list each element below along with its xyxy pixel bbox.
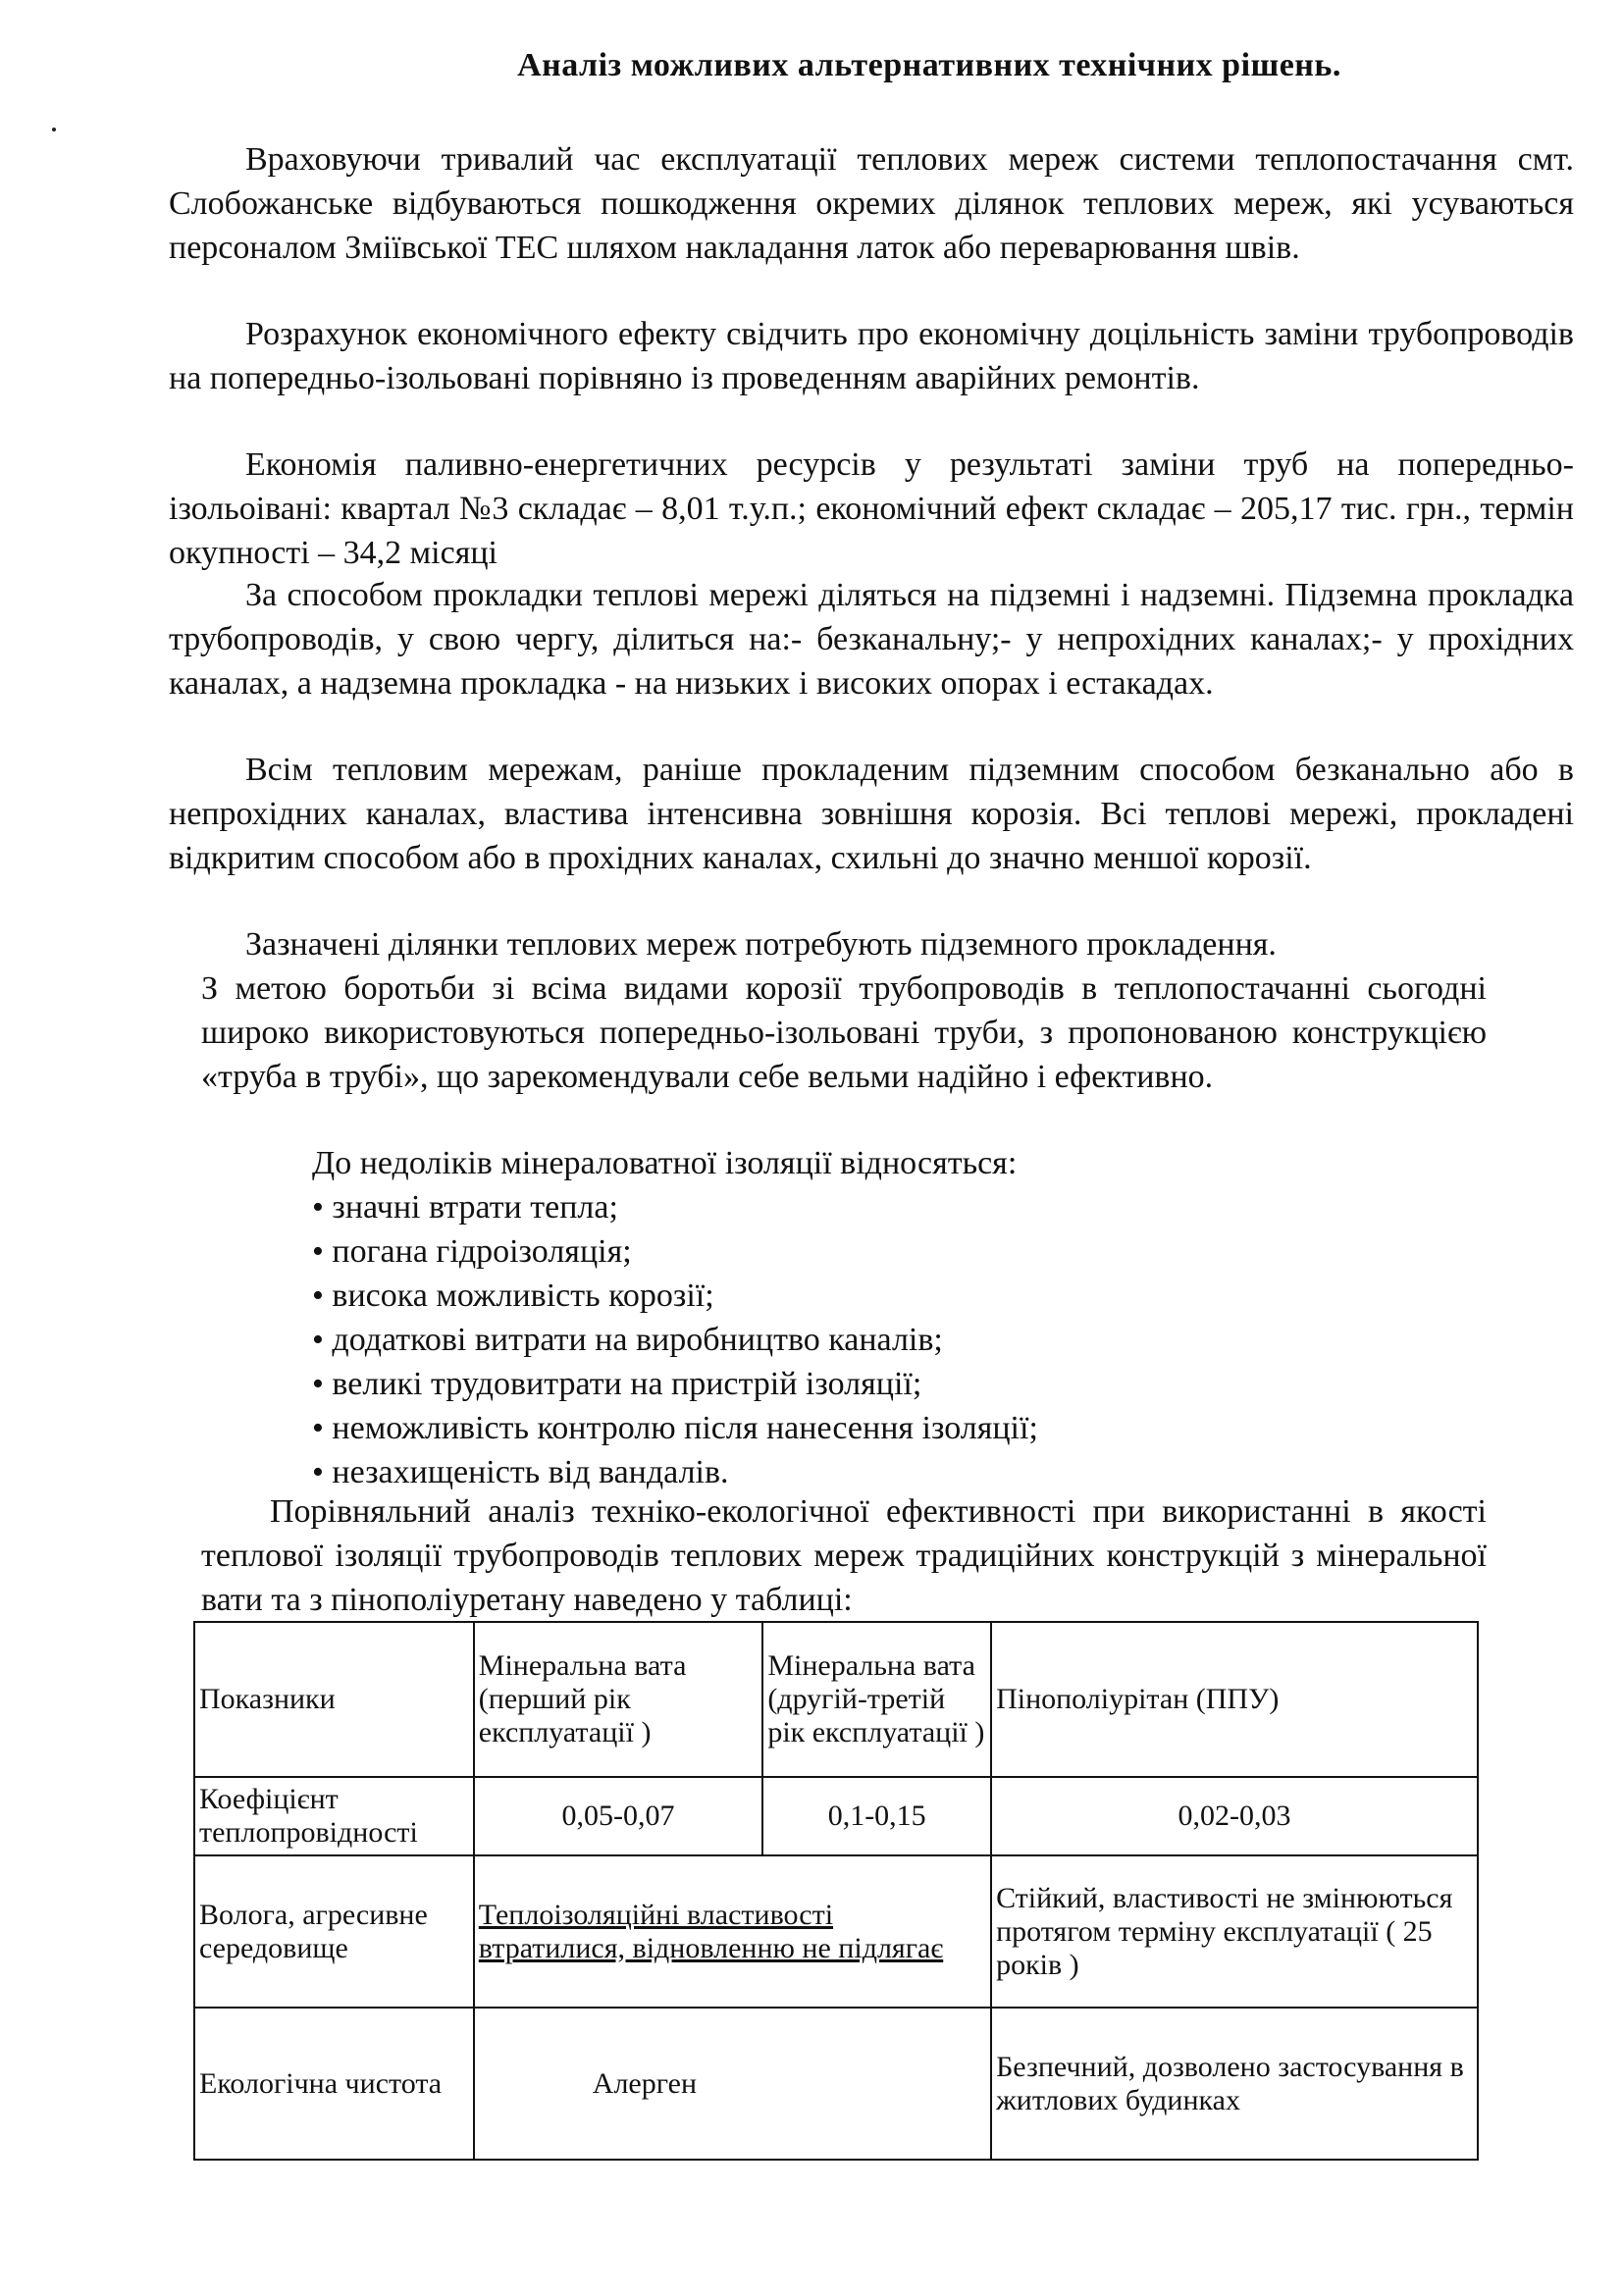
document-title: Аналіз можливих альтернативних технічних рішень.: [517, 47, 1341, 83]
header-cell: Пінополіурітан (ППУ): [991, 1622, 1478, 1777]
header-cell: Показники: [194, 1622, 474, 1777]
table-cell-merged: [474, 1855, 991, 2008]
paragraph-5: Всім тепловим мережам, раніше прокладеним підземним способом безканально або в непрохідних каналах, властива інтенсивна зовнішня корозія. Всі теплові мережі, прокладені відкритим способом або в прохідних каналах, схильні до значно меншої корозії.: [169, 752, 1574, 876]
paragraph-3: Економія паливно-енергетичних ресурсів у результаті заміни труб на попередньо-ізольоівані: квартал №3 складає – 8,01 т.у.п.; економічний ефект складає – 205,17 тис. грн., термін окупності – 34,2 місяці: [169, 446, 1574, 571]
list-item: • незахищеність від вандалів.: [312, 1454, 729, 1490]
paragraph-6: Зазначені ділянки теплових мереж потребують підземного прокладення.: [245, 926, 1277, 963]
list-item: • погана гідроізоляція;: [312, 1233, 632, 1270]
scan-dot: [52, 128, 56, 131]
table-cell: Стійкий, властивості не змінюються протягом терміну експлуатації ( 25 років ): [991, 1855, 1478, 2008]
table-cell: 0,05-0,07: [474, 1777, 763, 1855]
table-header-row: [194, 1622, 1478, 1777]
header-cell: Мінеральна вата (перший рік експлуатації ): [474, 1622, 763, 1777]
table-cell: Волога, агресивне середовище: [194, 1855, 474, 2008]
list-item: • значні втрати тепла;: [312, 1189, 618, 1226]
comparison-table: [193, 1621, 1479, 2161]
table-cell: Екологічна чистота: [194, 2008, 474, 2160]
list-item: • висока можливість корозії;: [312, 1278, 714, 1314]
table-cell: 0,02-0,03: [991, 1777, 1478, 1855]
table-cell-text: Теплоізоляційні властивості втратилися, відновленню не підлягає: [478, 1898, 944, 1964]
paragraph-2: Розрахунок економічного ефекту свідчить про економічну доцільність заміни трубопроводів на попередньо-ізольовані порівняно із проведенням аварійних ремонтів.: [169, 316, 1574, 396]
table-row: [194, 1777, 1478, 1855]
table-intro: Порівняльний аналіз техніко-екологічної ефективності при використанні в якості теплової ізоляції трубопроводів теплових мереж традиційних конструкцій з мінеральної вати та з пінополіуретану наведено у таблиці:: [201, 1493, 1487, 1618]
header-cell: Мінеральна вата (другій-третій рік експлуатації ): [762, 1622, 991, 1777]
list-intro: До недоліків мінераловатної ізоляції відносяться:: [312, 1145, 1018, 1181]
table-cell: Алерген: [474, 2008, 991, 2160]
paragraph-4: За способом прокладки теплові мережі діляться на підземні і надземні. Підземна прокладка трубопроводів, у свою чергу, ділиться на:- безканальну;- у непрохідних каналах;- у прохідних каналах, а надземна прокладка - на низьких і високих опорах і естакадах.: [169, 577, 1574, 702]
table-cell: Коефіцієнт теплопровідності: [194, 1777, 474, 1855]
table-cell: Безпечний, дозволено застосування в житлових будинках: [991, 2008, 1478, 2160]
paragraph-1: Враховуючи тривалий час експлуатації теплових мереж системи теплопостачання смт. Слобожанське відбуваються пошкодження окремих ділянок теплових мереж, які усуваються персоналом Зміївської ТЕС шляхом накладання латок або переварювання швів.: [169, 141, 1574, 266]
list-item: • додаткові витрати на виробництво каналів;: [312, 1322, 943, 1358]
paragraph-corrosion: З метою боротьби зі всіма видами корозії трубопроводів в теплопостачанні сьогодні широко використовуються попередньо-ізольовані труби, з пропонованою конструкцією «труба в трубі», що зарекомендували себе вельми надійно і ефективно.: [201, 970, 1487, 1095]
list-item: • великі трудовитрати на пристрій ізоляції;: [312, 1366, 922, 1402]
table-row: [194, 1855, 1478, 2008]
table-cell: 0,1-0,15: [762, 1777, 991, 1855]
deficiency-list: [312, 1141, 1038, 1494]
table-row: [194, 2008, 1478, 2160]
list-item: • неможливість контролю після нанесення ізоляції;: [312, 1410, 1038, 1446]
